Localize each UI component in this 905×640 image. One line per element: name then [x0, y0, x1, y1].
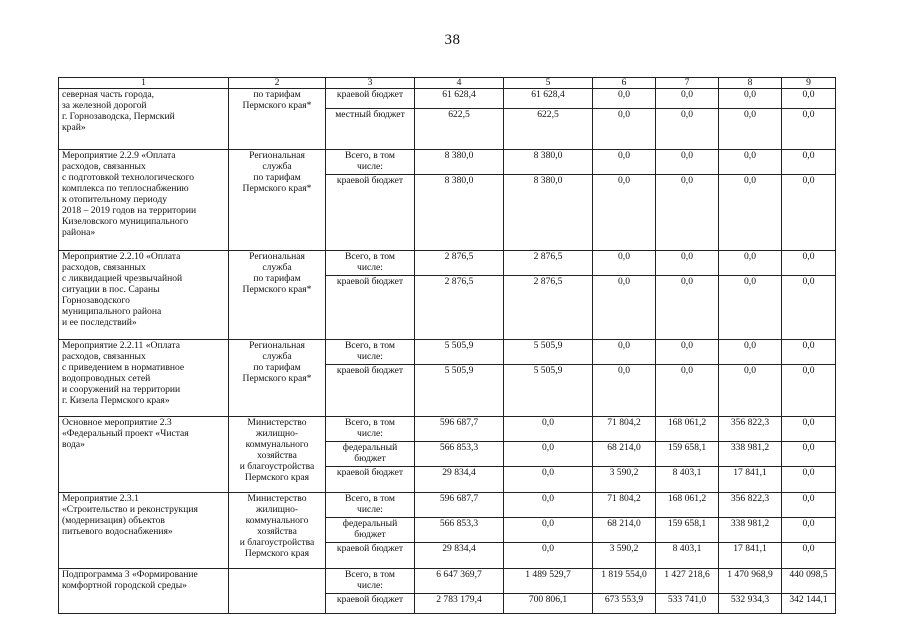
value-cell: 2 783 179,4 — [415, 594, 504, 614]
value-cell: 0,0 — [504, 467, 593, 493]
value-cell: 0,0 — [782, 251, 836, 276]
value-cell: 0,0 — [504, 493, 593, 518]
column-number: 2 — [229, 78, 326, 89]
value-cell: 0,0 — [593, 251, 656, 276]
value-cell: 673 553,9 — [593, 594, 656, 614]
responsible-executor: Региональная служба по тарифам Пермского края* — [229, 251, 326, 340]
column-number-row — [59, 78, 836, 89]
value-cell: 342 144,1 — [782, 594, 836, 614]
activity-name: Мероприятие 2.2.11 «Оплата расходов, связанных с приведением в нормативное водопроводных сетей и сооружений на территории г. Кизела Пермского края» — [59, 340, 229, 417]
activity-name: Мероприятие 2.3.1 «Строительство и реконструкция (модернизация) объектов питьевого водоснабжения» — [59, 493, 229, 569]
value-cell: 0,0 — [656, 365, 719, 417]
column-number: 3 — [326, 78, 415, 89]
value-cell: 0,0 — [782, 417, 836, 442]
value-cell: 168 061,2 — [656, 493, 719, 518]
value-cell: 1 819 554,0 — [593, 569, 656, 594]
value-cell: 8 380,0 — [504, 150, 593, 175]
value-cell: 0,0 — [782, 365, 836, 417]
activity-name: северная часть города, за железной дорогой г. Горнозаводска, Пермский край» — [59, 89, 229, 150]
value-cell: 159 658,1 — [656, 518, 719, 543]
funding-source: краевой бюджет — [326, 175, 415, 251]
value-cell: 8 380,0 — [415, 150, 504, 175]
value-cell: 0,0 — [782, 276, 836, 340]
value-cell: 0,0 — [656, 109, 719, 150]
value-cell: 338 981,2 — [719, 442, 782, 467]
table-row — [59, 150, 836, 175]
funding-source: краевой бюджет — [326, 594, 415, 614]
value-cell: 338 981,2 — [719, 518, 782, 543]
value-cell: 159 658,1 — [656, 442, 719, 467]
value-cell: 0,0 — [593, 89, 656, 109]
value-cell: 0,0 — [656, 150, 719, 175]
value-cell: 0,0 — [504, 417, 593, 442]
funding-source: краевой бюджет — [326, 467, 415, 493]
value-cell: 8 380,0 — [415, 175, 504, 251]
value-cell: 0,0 — [719, 109, 782, 150]
value-cell: 71 804,2 — [593, 417, 656, 442]
value-cell: 596 687,7 — [415, 493, 504, 518]
activity-name: Мероприятие 2.2.10 «Оплата расходов, связанных с ликвидацией чрезвычайной ситуации в пос. Сараны Горнозаводского муниципального района и ее последствий» — [59, 251, 229, 340]
funding-source: Всего, в том числе: — [326, 417, 415, 442]
value-cell: 356 822,3 — [719, 493, 782, 518]
value-cell: 0,0 — [719, 89, 782, 109]
table-row — [59, 251, 836, 276]
value-cell: 0,0 — [719, 340, 782, 365]
page-number: 38 — [444, 32, 461, 48]
value-cell: 596 687,7 — [415, 417, 504, 442]
value-cell: 17 841,1 — [719, 543, 782, 569]
value-cell: 29 834,4 — [415, 467, 504, 493]
value-cell: 1 489 529,7 — [504, 569, 593, 594]
value-cell: 0,0 — [782, 109, 836, 150]
value-cell: 0,0 — [719, 251, 782, 276]
funding-source: Всего, в том числе: — [326, 493, 415, 518]
column-number: 1 — [59, 78, 229, 89]
value-cell: 440 098,5 — [782, 569, 836, 594]
value-cell: 8 380,0 — [504, 175, 593, 251]
value-cell: 0,0 — [782, 89, 836, 109]
value-cell: 0,0 — [782, 175, 836, 251]
table-row — [59, 89, 836, 109]
funding-source: краевой бюджет — [326, 276, 415, 340]
value-cell: 71 804,2 — [593, 493, 656, 518]
value-cell: 0,0 — [593, 340, 656, 365]
value-cell: 68 214,0 — [593, 518, 656, 543]
budget-table — [58, 77, 836, 614]
value-cell: 68 214,0 — [593, 442, 656, 467]
value-cell: 2 876,5 — [504, 276, 593, 340]
value-cell: 622,5 — [415, 109, 504, 150]
column-number: 5 — [504, 78, 593, 89]
value-cell: 566 853,3 — [415, 518, 504, 543]
value-cell: 0,0 — [782, 340, 836, 365]
value-cell: 0,0 — [593, 109, 656, 150]
value-cell: 0,0 — [504, 442, 593, 467]
value-cell: 0,0 — [593, 175, 656, 251]
value-cell: 356 822,3 — [719, 417, 782, 442]
value-cell: 3 590,2 — [593, 467, 656, 493]
responsible-executor: Министерство жилищно- коммунального хозяйства и благоустройства Пермского края — [229, 417, 326, 493]
value-cell: 2 876,5 — [415, 251, 504, 276]
value-cell: 8 403,1 — [656, 543, 719, 569]
value-cell: 0,0 — [656, 340, 719, 365]
value-cell: 0,0 — [719, 175, 782, 251]
funding-source: Всего, в том числе: — [326, 569, 415, 594]
activity-name: Подпрограмма 3 «Формирование комфортной городской среды» — [59, 569, 229, 614]
funding-source: Всего, в том числе: — [326, 340, 415, 365]
table-row — [59, 417, 836, 442]
value-cell: 566 853,3 — [415, 442, 504, 467]
activity-name: Основное мероприятие 2.3 «Федеральный проект «Чистая вода» — [59, 417, 229, 493]
value-cell: 0,0 — [782, 150, 836, 175]
value-cell: 5 505,9 — [504, 365, 593, 417]
value-cell: 0,0 — [719, 150, 782, 175]
value-cell: 0,0 — [656, 276, 719, 340]
value-cell: 3 590,2 — [593, 543, 656, 569]
value-cell: 61 628,4 — [504, 89, 593, 109]
value-cell: 622,5 — [504, 109, 593, 150]
value-cell: 5 505,9 — [504, 340, 593, 365]
value-cell: 533 741,0 — [656, 594, 719, 614]
value-cell: 0,0 — [504, 518, 593, 543]
value-cell: 700 806,1 — [504, 594, 593, 614]
value-cell: 2 876,5 — [415, 276, 504, 340]
value-cell: 17 841,1 — [719, 467, 782, 493]
table-row — [59, 340, 836, 365]
value-cell: 61 628,4 — [415, 89, 504, 109]
column-number: 9 — [782, 78, 836, 89]
value-cell: 0,0 — [593, 365, 656, 417]
funding-source: краевой бюджет — [326, 365, 415, 417]
column-number: 8 — [719, 78, 782, 89]
table-row — [59, 493, 836, 518]
value-cell: 0,0 — [504, 543, 593, 569]
column-number: 7 — [656, 78, 719, 89]
value-cell: 5 505,9 — [415, 340, 504, 365]
responsible-executor: Региональная служба по тарифам Пермского края* — [229, 150, 326, 251]
value-cell: 168 061,2 — [656, 417, 719, 442]
responsible-executor: по тарифам Пермского края* — [229, 89, 326, 150]
funding-source: Всего, в том числе: — [326, 251, 415, 276]
value-cell: 532 934,3 — [719, 594, 782, 614]
funding-source: Всего, в том числе: — [326, 150, 415, 175]
value-cell: 0,0 — [593, 276, 656, 340]
value-cell: 29 834,4 — [415, 543, 504, 569]
value-cell: 0,0 — [656, 89, 719, 109]
activity-name: Мероприятие 2.2.9 «Оплата расходов, связанных с подготовкой технологического комплекса по теплоснабжению к отопительному периоду 2018 – 2019 годов на территории Кизеловского муниципального района» — [59, 150, 229, 251]
value-cell: 0,0 — [656, 251, 719, 276]
funding-source: местный бюджет — [326, 109, 415, 150]
value-cell: 0,0 — [782, 442, 836, 467]
column-number: 4 — [415, 78, 504, 89]
value-cell: 0,0 — [593, 150, 656, 175]
value-cell: 2 876,5 — [504, 251, 593, 276]
value-cell: 0,0 — [782, 543, 836, 569]
value-cell: 5 505,9 — [415, 365, 504, 417]
value-cell: 0,0 — [782, 518, 836, 543]
value-cell: 0,0 — [719, 276, 782, 340]
value-cell: 6 647 369,7 — [415, 569, 504, 594]
value-cell: 0,0 — [719, 365, 782, 417]
funding-source: федеральный бюджет — [326, 518, 415, 543]
value-cell: 0,0 — [782, 493, 836, 518]
funding-source: краевой бюджет — [326, 543, 415, 569]
funding-source: краевой бюджет — [326, 89, 415, 109]
responsible-executor: Региональная служба по тарифам Пермского края* — [229, 340, 326, 417]
value-cell: 0,0 — [656, 175, 719, 251]
value-cell: 0,0 — [782, 467, 836, 493]
responsible-executor — [229, 569, 326, 614]
funding-source: федеральный бюджет — [326, 442, 415, 467]
table-row — [59, 569, 836, 594]
column-number: 6 — [593, 78, 656, 89]
responsible-executor: Министерство жилищно- коммунального хозяйства и благоустройства Пермского края — [229, 493, 326, 569]
value-cell: 1 427 218,6 — [656, 569, 719, 594]
value-cell: 1 470 968,9 — [719, 569, 782, 594]
value-cell: 8 403,1 — [656, 467, 719, 493]
